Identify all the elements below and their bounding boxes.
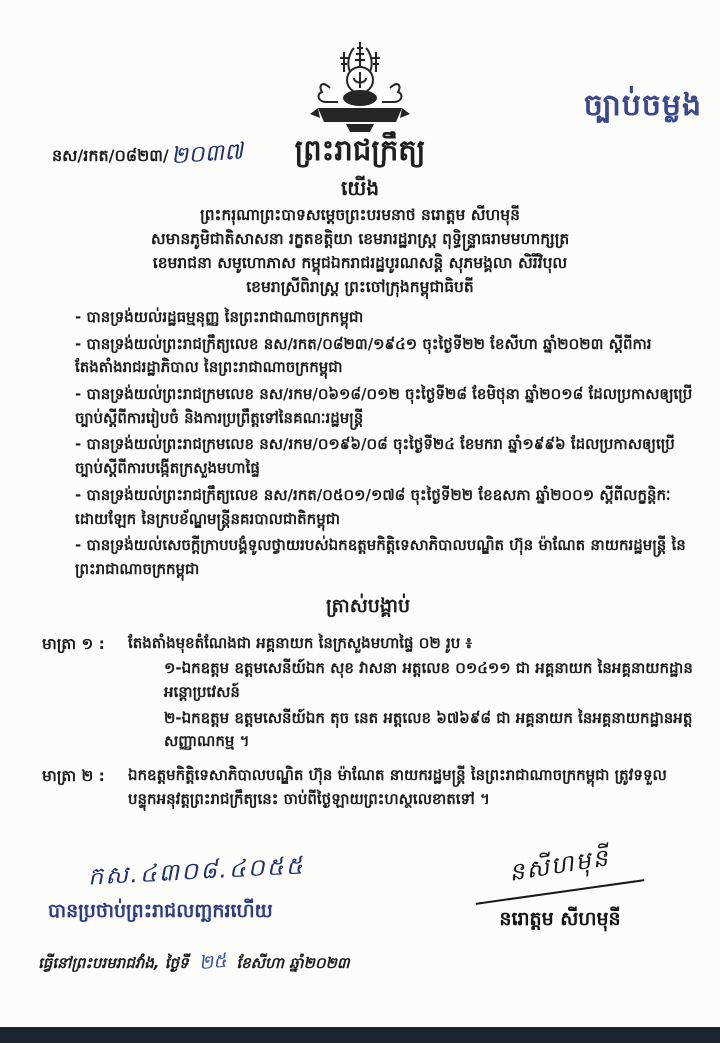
preamble-item — [75, 306, 694, 330]
preamble-text: - បានទ្រង់យល់ព្រះរាជក្រមលេខ នស/រកម/០១៩៦/០៨ ចុះថ្ងៃទី២៤ ខែមករា ឆ្នាំ១៩៩៦ ដែលប្រកាសឲ្យប្រើច្បាប់ស្តីពីការបង្កើតក្រសួងមហាផ្ទៃ — [75, 435, 675, 478]
article-2-content — [128, 764, 694, 811]
royal-emblem-icon — [300, 38, 420, 140]
place-date-line — [38, 950, 438, 978]
article-2-text: នាយករដ្ឋមន្ត្រី នៃព្រះរាជាណាចក្រកម្ពុជា ត្រូវទទួលបន្ទុកអនុវត្តព្រះរាជក្រឹត្យនេះ ចាប់ពីថ្ងៃឡាយព្រះហស្ថលេខាតទៅ ។ — [128, 766, 667, 808]
article-1-label: មាត្រា ១ : — [42, 634, 105, 653]
royal-title-line: ព្រះករុណាព្រះបាទសម្តេចព្រះបរមនាថ នរោត្តម សីហមុនី — [200, 206, 520, 224]
seal-number-handwritten: កស.៤៣០៨.៤០៥៥ — [87, 851, 306, 891]
preamble-item — [75, 484, 694, 531]
preamble-item — [75, 433, 694, 480]
article-2 — [42, 764, 694, 811]
preamble-list — [75, 306, 694, 582]
bottom-bar — [0, 1027, 720, 1043]
king-signature-block — [430, 843, 690, 935]
document-number-handwritten: ២០៣៧ — [169, 138, 244, 170]
preamble-text: - បានទ្រង់យល់ព្រះរាជក្រមលេខ នស/រកម/០៦១៨/០១២ ចុះថ្ងៃទី២៨ ខែមិថុនា ឆ្នាំ២០១៨ ដែលប្រកាសឲ្យប្រើច្បាប់ស្តីពីការរៀបចំ និងការប្រព្រឹត្តទៅនៃគណៈរដ្ឋមន្ត្រី — [75, 385, 693, 427]
appointee-name: តុច នេត — [330, 708, 379, 727]
preamble-item — [75, 383, 694, 430]
decree-title: ព្រះរាជក្រឹត្យ — [294, 133, 426, 167]
preamble-item — [75, 333, 694, 380]
king-signature-handwritten: នសីហមុនី — [507, 843, 612, 887]
royal-seal-block — [48, 851, 388, 927]
article-1 — [42, 632, 694, 756]
royal-full-title — [30, 203, 690, 299]
order-heading: ត្រាស់បង្គាប់ — [325, 594, 411, 617]
place-date-suffix: ខែសីហា ឆ្នាំ២០២៣ — [236, 954, 350, 972]
article-2-label: មាត្រា ២ : — [42, 767, 105, 785]
king-printed-name: នរោត្តម សីហមុនី — [499, 908, 621, 930]
preamble-item — [75, 534, 694, 581]
preamble-text: - បានទ្រង់យល់រដ្ឋធម្មនុញ្ញ នៃព្រះរាជាណាចក្រកម្ពុជា — [75, 308, 364, 326]
decree-we: យើង — [340, 176, 380, 200]
subitem-text: ១-ឯកឧត្តម ឧត្តមសេនីយ៍ឯក — [164, 659, 331, 678]
preamble-text: នាយករដ្ឋមន្ត្រី នៃព្រះរាជាណាចក្រកម្ពុជា — [75, 536, 686, 578]
subitem-text: ២-ឯកឧត្តម ឧត្តមសេនីយ៍ឯក — [164, 708, 331, 727]
royal-title-line: ខេមរាស្រីពិរាស្ត្រ ព្រះចៅក្រុងកម្ពុជាធិបតី — [246, 278, 474, 296]
appointee-name: សុខ វាសនា — [330, 659, 398, 678]
preamble-text: - បានទ្រង់យល់ព្រះរាជក្រឹត្យលេខ នស/រកត/០៨២៣/១៩៤១ ចុះថ្ងៃទី២២ ខែសីហា ឆ្នាំ២០២៣ ស្តីពីការតែងតាំងរាជរដ្ឋាភិបាល នៃព្រះរាជាណាចក្រកម្ពុជា — [75, 334, 652, 377]
article-1-content — [128, 632, 694, 756]
article-2-text: ឯកឧត្តមកិត្តិទេសាភិបាលបណ្ឌិត — [128, 766, 309, 784]
subitem-text: អត្តលេខ ៦៧៦៩៨ ជា អគ្គនាយក នៃអគ្គនាយកដ្ឋានអត្តសញ្ញាណកម្ម ។ — [164, 708, 693, 751]
pm-name: ហ៊ុន ម៉ាណែត — [308, 766, 385, 784]
date-handwritten: ២៥ — [197, 949, 228, 975]
document-body — [42, 306, 694, 819]
place-date-prefix: ធ្វើនៅព្រះបរមរាជវាំង, ថ្ងៃទី — [38, 954, 189, 972]
royal-title-line: សមានភូមិជាតិសាសនា រក្ខតខត្តិយា ខេមរារដ្ឋរាស្ត្រ ពុទ្ធិន្ទ្រាធរាមមហាក្សត្រ — [150, 230, 570, 248]
seal-affixed-line: បានប្រថាប់ព្រះរាជលញ្ឆករហើយ — [48, 900, 273, 922]
article-1-subitem-2 — [164, 707, 694, 754]
article-1-intro: តែងតាំងមុខតំណែងជា អគ្គនាយក នៃក្រសួងមហាផ្ទៃ ០២ រូប ៖ — [128, 633, 473, 652]
copy-stamp: ច្បាប់ចម្លង — [583, 88, 702, 123]
preamble-text: - បានទ្រង់យល់សេចក្តីក្រាបបង្គំទូលថ្វាយរបស់ឯកឧត្តមកិត្តិទេសាភិបាលបណ្ឌិត — [75, 536, 510, 555]
article-1-subitem-1 — [164, 657, 694, 704]
royal-title-line: ខេមរាជនា សមូហោភាស កម្ពុជឯករាជរដ្ឋបូរណសន្តិ សុភមង្គលា សិរីវិបុល — [152, 254, 568, 272]
document-number-prefix: នស/រកត/០៨២៣/ — [52, 146, 169, 165]
preamble-text: - បានទ្រង់យល់ព្រះរាជក្រឹត្យលេខ នស/រកត/០៥០១/១៧៨ ចុះថ្ងៃទី២២ ខែឧសភា ឆ្នាំ២០០១ ស្តីពីលក្ខន្តិកៈដោយឡែក នៃក្របខ័ណ្ឌមន្ត្រីនគរបាលជាតិកម្ពុជា — [75, 485, 671, 528]
pm-name: ហ៊ុន ម៉ាណែត — [509, 536, 586, 555]
subitem-text: អត្តលេខ ០១៤១១ ជា អគ្គនាយក នៃអគ្គនាយកដ្ឋានអន្តោប្រវេសន៍ — [164, 659, 693, 701]
